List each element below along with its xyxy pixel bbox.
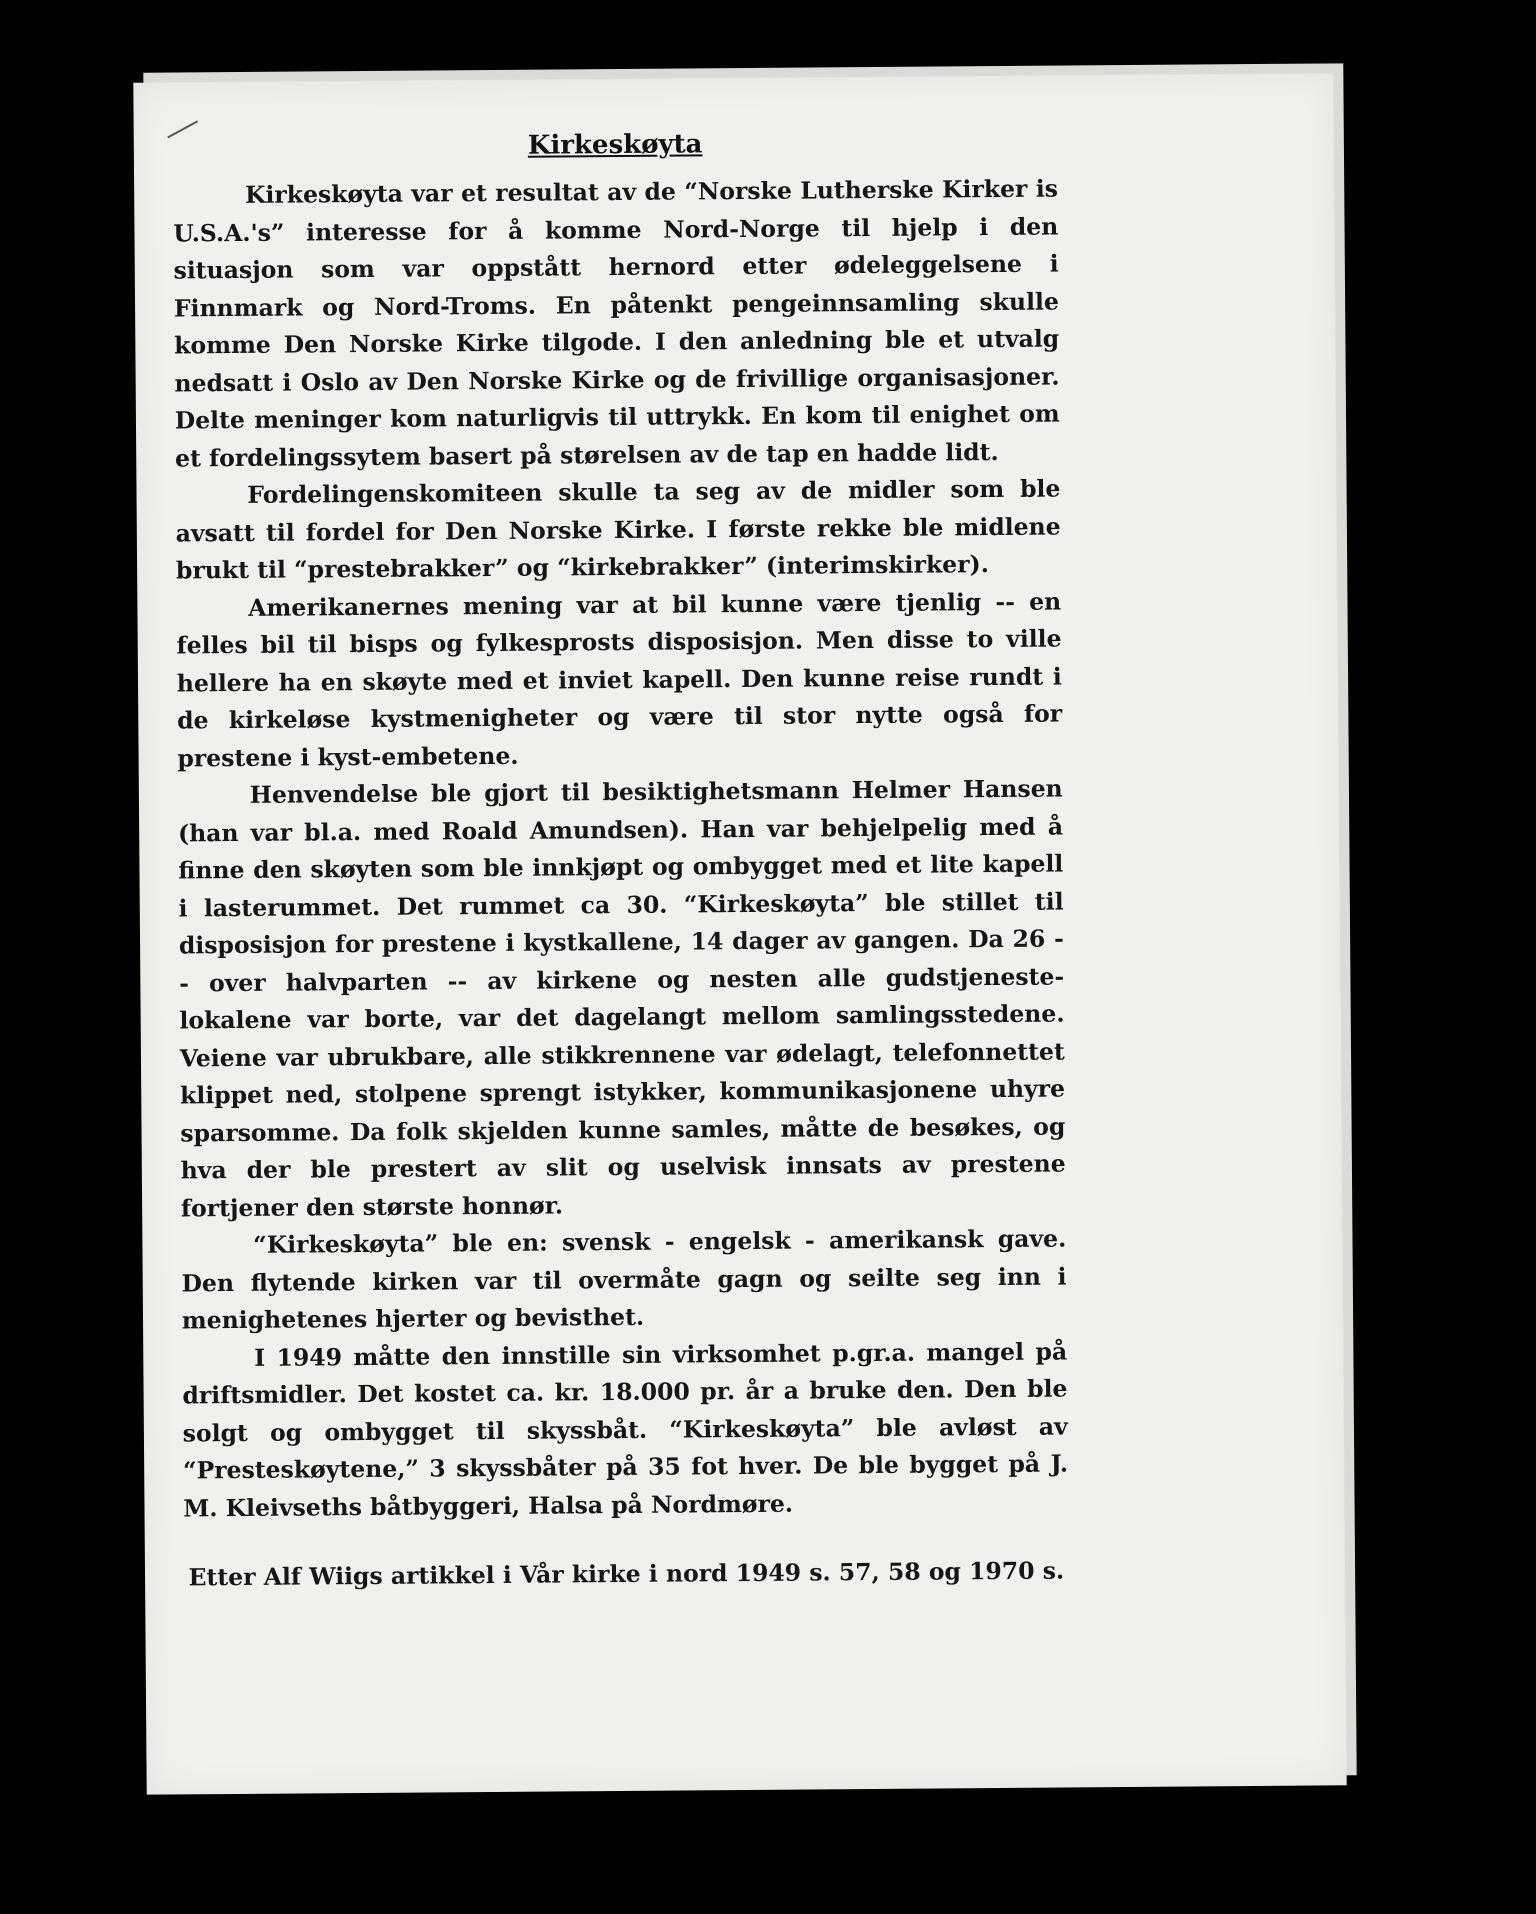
document-body <box>173 127 1070 1615</box>
paragraph-5: “Kirkeskøyta” ble en: svensk - engelsk - amerikansk gave. Den flytende kirken var til overmåte gagn og seilte seg inn i menighetenes hjerter og bevisthet. <box>181 1224 1067 1335</box>
source-note: Etter Alf Wiigs artikkel i Vår kirke i nord 1949 s. 57, 58 og 1970 s. <box>188 1556 1065 1592</box>
paragraph-6: I 1949 måtte den innstille sin virksomhet p.gr.a. mangel på driftsmidler. Det kostet ca. kr. 18.000 pr. år a bruke den. Den ble solgt og ombygget til skyssbåt. “Kirkeskøyta” ble avløst av “Presteskøytene,” 3 skyssbåter på 35 fot hver. De ble bygget på J. M. Kleivseths båtbyggeri, Halsa på Nordmøre. <box>182 1337 1069 1522</box>
document-title: Kirkeskøyta <box>527 129 703 161</box>
paragraph-2: Fordelingenskomiteen skulle ta seg av de midler som ble avsatt til fordel for Den Norske Kirke. I første rekke ble midlene brukt til “prestebrakker” og “kirkebrakker” (interimskirker). <box>175 474 1061 585</box>
paragraph-1: Kirkeskøyta var et resultat av de “Norske Lutherske Kirker is U.S.A.'s” interesse for å komme Nord-Norge til hjelp i den situasjon som var oppstått hernord etter ødeleggelsene i Finnmark og Nord-Troms. En påtenkt pengeinnsamling skulle komme Den Norske Kirke tilgode. I den anledning ble et utvalg nedsatt i Oslo av Den Norske Kirke og de frivillige organisasjoner. Delte meninger kom naturligvis til uttrykk. En kom til enighet om et fordelingssytem basert på størelsen av de tap en hadde lidt. <box>173 174 1060 472</box>
paragraph-4: Henvendelse ble gjort til besiktighetsmann Helmer Hansen (han var bl.a. med Roald Amundsen). Han var behjelpelig med å finne den skøyten som ble innkjøpt og ombygget med et lite kapell i lasterummet. Det rummet ca 30. “Kirkeskøyta” ble stillet til disposisjon for prestene i kystkallene, 14 dager av gangen. Da 26 -- over halvparten -- av kirkene og nesten alle gudstjeneste-lokalene var borte, var det dagelangt mellom samlingsstedene. Veiene var ubrukbare, alle stikkrennene var ødelagt, telefonnettet klippet ned, stolpene sprengt istykker, kommunikasjonene uhyre sparsomme. Da folk skjelden kunne samles, måtte de besøkes, og hva der ble prestert av slit og uselvisk innsats av prestene fortjener den største honnør. <box>177 774 1066 1222</box>
paragraph-3: Amerikanernes mening var at bil kunne være tjenlig -- en felles bil til bisps og fylkesprosts disposisjon. Men disse to ville hellere ha en skøyte med et inviet kapell. Den kunne reise rundt i de kirkeløse kystmenigheter og være til stor nytte også for prestene i kyst-embetene. <box>176 587 1063 772</box>
